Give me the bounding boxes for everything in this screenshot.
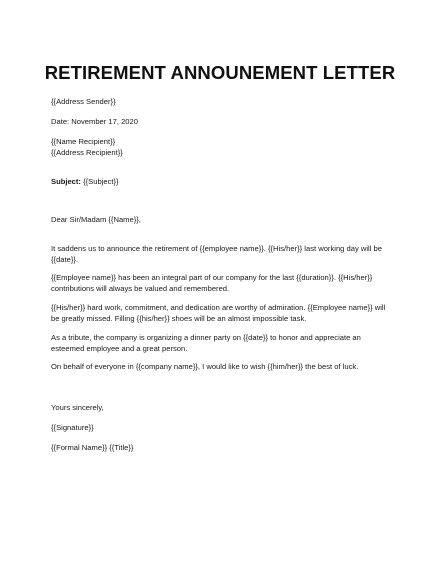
letter-title: RETIREMENT ANNOUNEMENT LETTER: [44, 62, 396, 83]
paragraph-4: As a tribute, the company is organizing a dinner party on {{date}} to honor and appreciate an esteemed employee and a great person.: [51, 333, 361, 353]
paragraph-3: {{His/her}} hard work, commitment, and dedication are worthy of admiration. {{Employee name}} will be greatly missed. Filling {{his/her}} shoes will be an almost impossible task.: [51, 303, 386, 323]
name-recipient: {{Name Recipient}}: [51, 137, 116, 146]
closing: Yours sincerely,: [51, 403, 104, 412]
paragraph-1: It saddens us to announce the retirement of {{employee name}}. {{His/her}} last working day will be {{date}}.: [51, 244, 382, 264]
letter-date: Date: November 17, 2020: [51, 117, 138, 126]
paragraph-5: On behalf of everyone in {{company name}}, I would like to wish {{him/her}} the best of luck.: [51, 362, 359, 371]
paragraph-2: {{Employee name}} has been an integral part of our company for the last {{duration}}. {{His/her}} contributions will always be valued and remembered.: [51, 273, 373, 293]
subject-label: Subject:: [51, 177, 81, 186]
subject-value: {{Subject}}: [80, 177, 119, 186]
address-recipient: {{Address Recipient}}: [51, 148, 123, 157]
signature: {{Signature}}: [51, 423, 94, 432]
subject-line: [51, 176, 119, 187]
address-sender: {{Address Sender}}: [51, 97, 116, 106]
salutation: Dear Sir/Madam {{Name}},: [51, 215, 141, 224]
formal-name-title: {{Formal Name}} {{Title}}: [51, 443, 134, 452]
